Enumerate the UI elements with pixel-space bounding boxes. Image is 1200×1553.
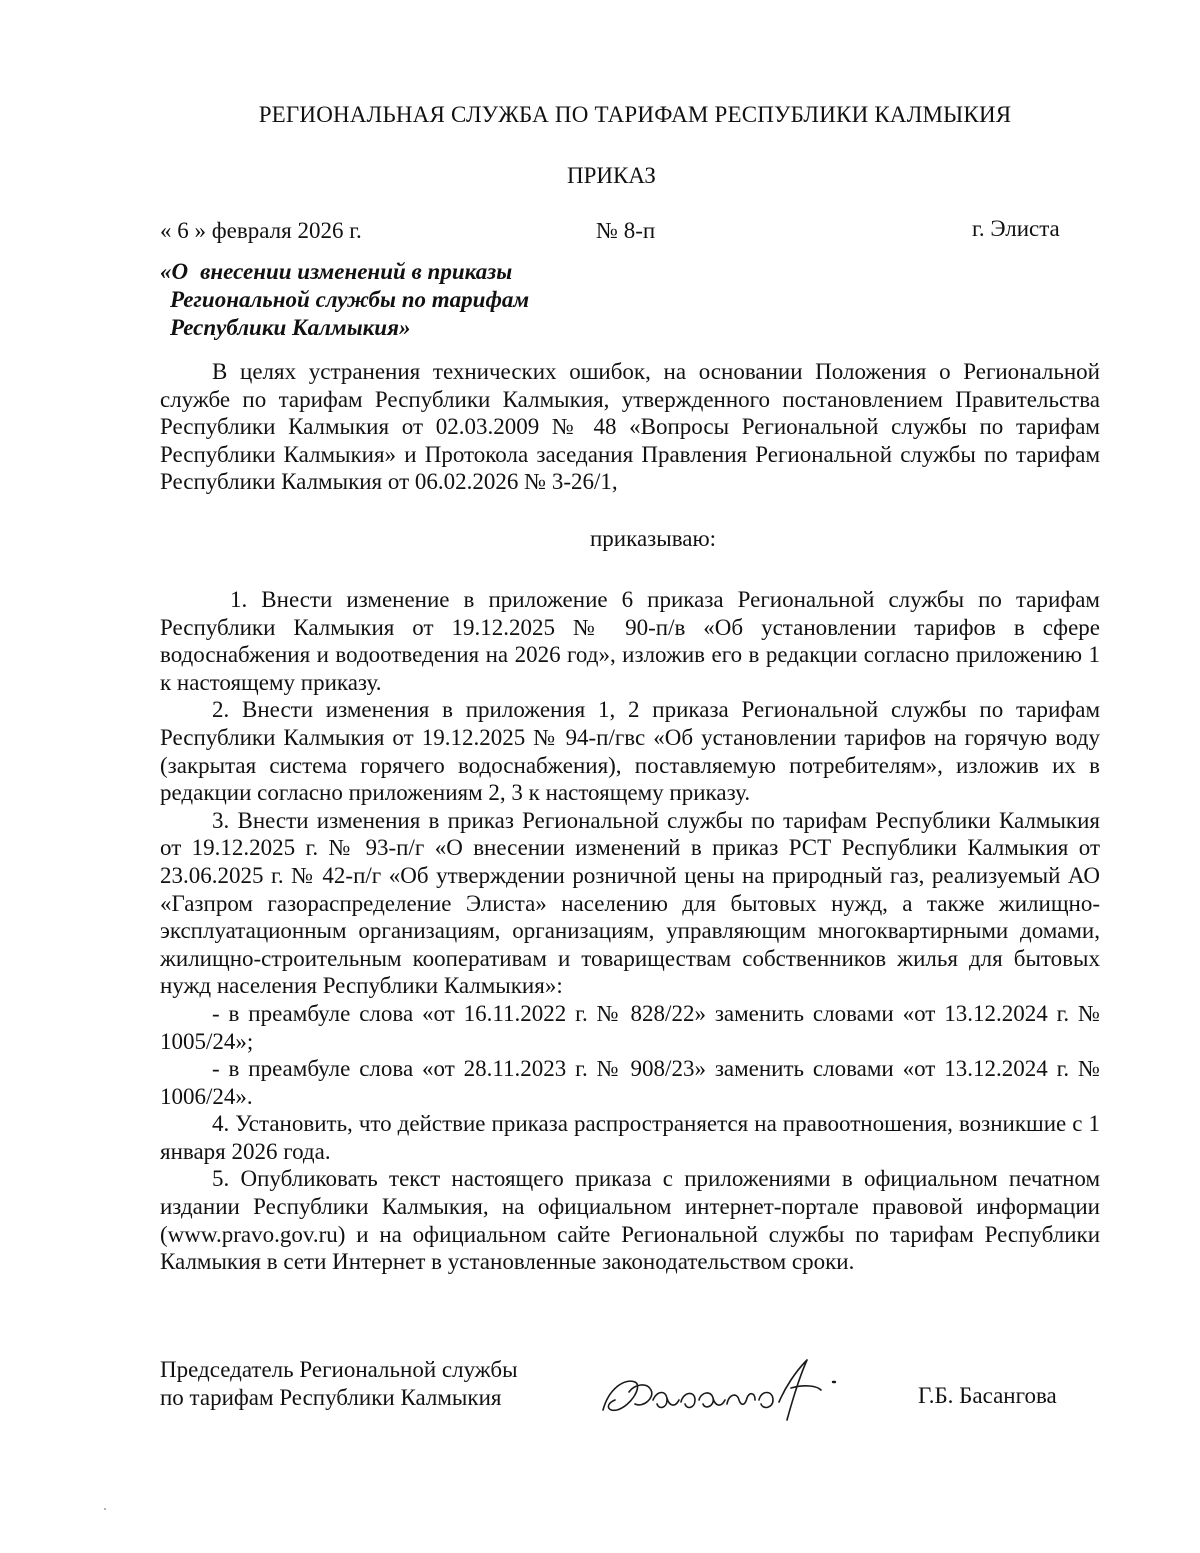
order-number: № 8-п: [596, 218, 656, 243]
order-word: приказываю:: [590, 526, 717, 551]
order-item-3-subitem-1: - в преамбуле слова «от 16.11.2022 г. № 828/22» заменить словами «от 13.12.2024 г. № 1005/24»;: [160, 1000, 1100, 1054]
scan-speck: [104, 1508, 106, 1510]
organization-title: РЕГИОНАЛЬНАЯ СЛУЖБА ПО ТАРИФАМ РЕСПУБЛИКИ КАЛМЫКИЯ: [258, 102, 1012, 127]
signatory-name: Г.Б. Басангова: [918, 1383, 1057, 1408]
order-item-5: 5. Опубликовать текст настоящего приказа с приложениями в официальном печатном издании Республики Калмыкия, на официальном интернет-портале правовой информации (www.pravo.gov.ru) и на официальном сайте Региональной службы по тарифам Республики Калмыкия в сети Интернет в установленные законодательством сроки.: [160, 1166, 1100, 1275]
order-date: « 6 » февраля 2026 г.: [160, 218, 362, 243]
preamble-paragraph: В целях устранения технических ошибок, на основании Положения о Региональной службе по тарифам Республики Калмыкия, утвержденного постановлением Правительства Республики Калмыкия от 02.03.2009 № 48 «Вопросы Региональной службы по тарифам Республики Калмыкия» и Протокола заседания Правления Региональной службы по тарифам Республики Калмыкия от 06.02.2026 № 3-26/1,: [160, 359, 1100, 495]
handwritten-signature: [595, 1348, 865, 1428]
subject-line-3: Республики Калмыкия»: [170, 315, 411, 340]
signatory-position-line-1: Председатель Региональной службы: [160, 1357, 518, 1382]
order-items: [160, 586, 1100, 1276]
signatory-position-line-2: по тарифам Республики Калмыкия: [160, 1385, 502, 1410]
order-item-2: 2. Внести изменения в приложения 1, 2 приказа Региональной службы по тарифам Республики Калмыкия от 19.12.2025 № 94-п/гвс «Об установлении тарифов на горячую воду (закрытая система горячего водоснабжения), поставляемую потребителям», изложив их в редакции согласно приложениям 2, 3 к настоящему приказу.: [160, 697, 1100, 806]
signatory-position: [160, 1356, 518, 1412]
preamble: [160, 358, 1100, 496]
subject-line-1: «О внесении изменений в приказы: [160, 259, 513, 284]
order-item-3: 3. Внести изменения в приказ Региональной службы по тарифам Республики Калмыкия от 19.12.2025 г. № 93-п/г «О внесении изменений в приказ РСТ Республики Калмыкия от 23.06.2025 г. № 42-п/г «Об утверждении розничной цены на природный газ, реализуемый АО «Газпром газораспределение Элиста» населению для бытовых нужд, а также жилищно-эксплуатационным организациям, организациям, управляющим многоквартирными домами, жилищно-строительным кооперативам и товариществам собственников жилья для бытовых нужд населения Республики Калмыкия»:: [160, 807, 1100, 999]
order-item-4: 4. Установить, что действие приказа распространяется на правоотношения, возникшие с 1 января 2026 года.: [160, 1111, 1100, 1164]
order-item-3-subitem-2: - в преамбуле слова «от 28.11.2023 г. № 908/23» заменить словами «от 13.12.2024 г. № 1006/24».: [160, 1056, 1100, 1109]
order-subject: [160, 258, 529, 342]
order-city: г. Элиста: [972, 216, 1060, 241]
subject-line-2: Региональной службы по тарифам: [170, 287, 530, 312]
order-item-1: 1. Внести изменение в приложение 6 приказа Региональной службы по тарифам Республики Калмыкия от 19.12.2025 № 90-п/в «Об установлении тарифов в сфере водоснабжения и водоотведения на 2026 год», изложив его в редакции согласно приложению 1 к настоящему приказу.: [160, 587, 1100, 695]
document-type: ПРИКАЗ: [567, 163, 656, 188]
